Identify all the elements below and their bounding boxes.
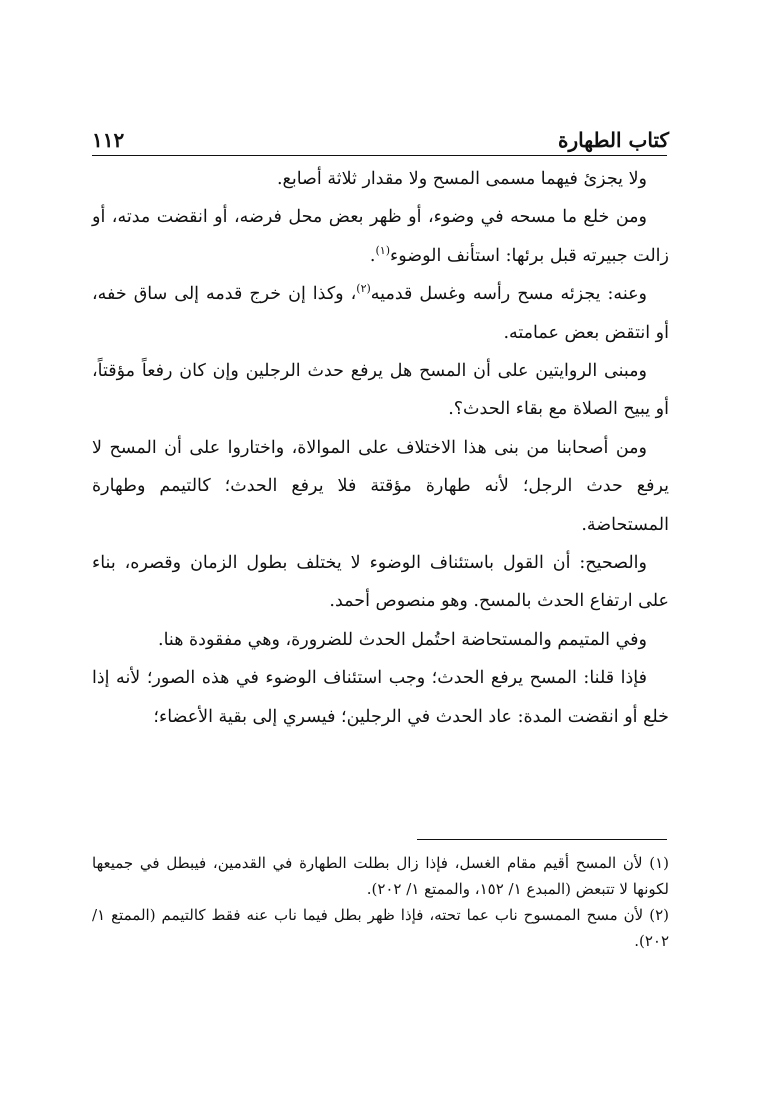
page-number: ١١٢ (92, 128, 125, 152)
footnote-ref-2[interactable]: (٢) (356, 282, 371, 296)
footnotes (92, 850, 669, 954)
paragraph-3: وعنه: يجزئه مسح رأسه وغسل قدميه$^{(٢)}$، وكذا إن خرج قدمه إلى ساق خفه، أو انتقض بعض عمامته. (92, 282, 669, 343)
header-rule (92, 155, 667, 156)
paragraph-4: ومبنى الروايتين على أن المسح هل يرفع حدث الرجلين وإن كان رفعاً مؤقتاً، أو يبيح الصلاة مع بقاء الحدث؟. (92, 361, 669, 420)
paragraph-5: ومن أصحابنا من بنى هذا الاختلاف على الموالاة، واختاروا على أن المسح لا يرفع حدث الرجل؛ لأنه طهارة مؤقتة فلا يرفع الحدث؛ كالتيمم وطهارة المستحاضة. (92, 437, 669, 535)
footnote-1: (١) لأن المسح أقيم مقام الغسل، فإذا زال بطلت الطهارة في القدمين، فيبطل في جميعها لكونها لا تتبعض (المبدع ١/ ١٥٢، والممتع ١/ ٢٠٢). (92, 854, 669, 898)
paragraph-6: والصحيح: أن القول باستئناف الوضوء لا يختلف بطول الزمان وقصره، بناء على ارتفاع الحدث بالمسح. وهو منصوص أحمد. (92, 553, 669, 612)
paragraph-8: فإذا قلنا: المسح يرفع الحدث؛ وجب استئناف الوضوء في هذه الصور؛ لأنه إذا خلع أو انقضت المدة: عاد الحدث في الرجلين؛ فيسري إلى بقية الأعضاء؛ (92, 668, 669, 727)
paragraph-1: ولا يجزئ فيهما مسمى المسح ولا مقدار ثلاثة أصابع. (276, 169, 647, 189)
book-title: كتاب الطهارة (558, 128, 669, 152)
paragraph-2: ومن خلع ما مسحه في وضوء، أو ظهر بعض محل فرضه، أو انقضت مدته، أو زالت جبيرته قبل برئها: استأنف الوضوء$^{(١)}$. (92, 207, 669, 266)
page-header (92, 122, 669, 152)
footnote-divider (417, 839, 667, 840)
main-text (92, 160, 669, 736)
footnote-2: (٢) لأن مسح الممسوح ناب عما تحته، فإذا ظهر بطل فيما ناب عنه فقط كالتيمم (الممتع ١/ ٢٠٢). (92, 906, 669, 950)
footnote-ref-1[interactable]: (١) (375, 243, 390, 257)
paragraph-7: وفي المتيمم والمستحاضة احتُمل الحدث للضرورة، وهي مفقودة هنا. (158, 629, 647, 650)
